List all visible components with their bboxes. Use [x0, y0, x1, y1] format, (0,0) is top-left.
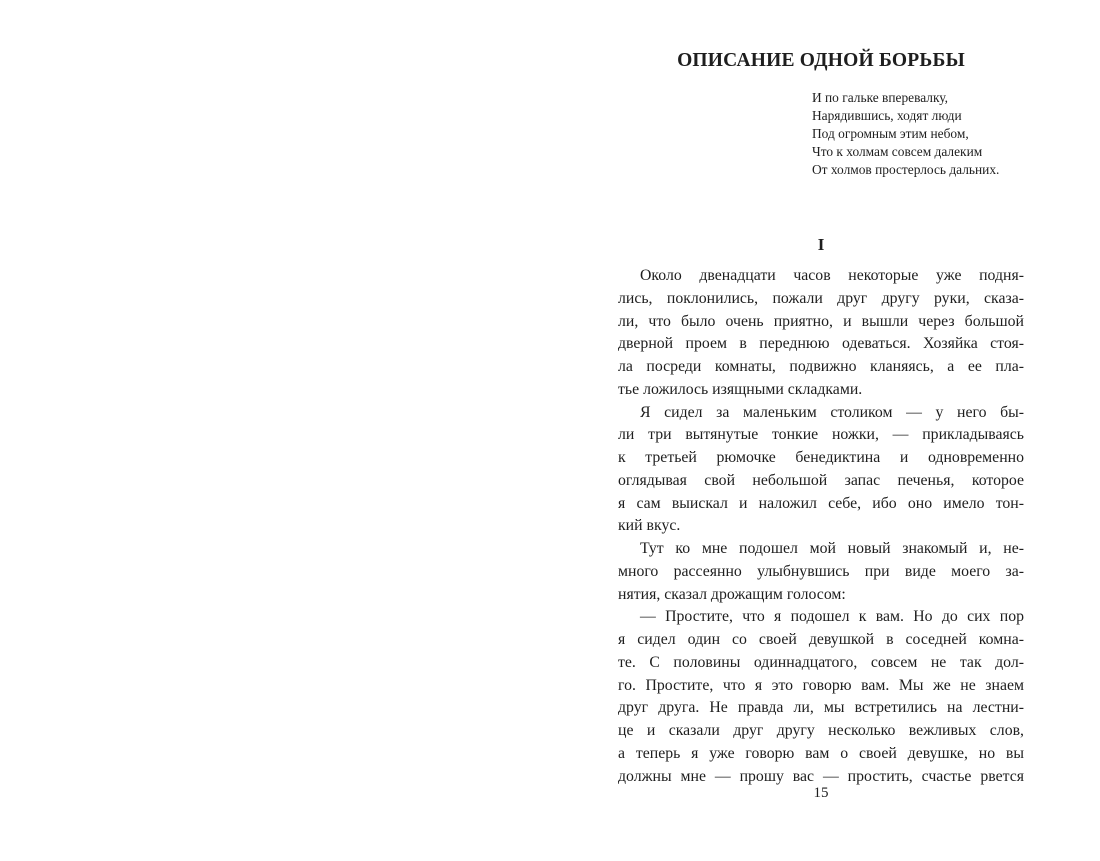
- chapter-heading: I: [817, 235, 825, 254]
- body-line: те. С половины одиннадцатого, совсем не так дол-: [618, 653, 1024, 671]
- epigraph-line: И по гальке вперевалку,: [812, 90, 949, 105]
- body-line: ла посреди комнаты, подвижно кланяясь, а ее пла-: [618, 358, 1024, 375]
- epigraph-line: От холмов простерлось дальних.: [812, 162, 1000, 177]
- body-line: дверной проем в переднюю одеваться. Хозяйка стоя-: [618, 335, 1024, 353]
- story-title: ОПИСАНИЕ ОДНОЙ БОРЬБЫ: [677, 50, 965, 71]
- body-line: лись, поклонились, пожали друг другу руки, сказа-: [618, 289, 1024, 307]
- body-line: — Простите, что я подошел к вам. Но до сих пор: [640, 608, 1024, 626]
- body-line: много рассеянно улыбнувшись при виде моего за-: [618, 562, 1024, 580]
- epigraph-line: Под огромным этим небом,: [812, 126, 969, 141]
- body-line: це и сказали друг другу несколько вежливых слов,: [618, 722, 1024, 739]
- body-line: к третьей рюмочке бенедиктина и одновременно: [618, 449, 1024, 466]
- body-line: а теперь я уже говорю вам о своей девушке, но вы: [618, 744, 1024, 762]
- body-line: Тут ко мне подошел мой новый знакомый и, не-: [640, 540, 1024, 557]
- body-line: Около двенадцати часов некоторые уже подня-: [640, 267, 1024, 284]
- body-text: [618, 265, 1024, 788]
- page-number: 15: [813, 785, 829, 801]
- epigraph-line: Что к холмам совсем далеким: [812, 144, 983, 159]
- right-page: [550, 0, 1100, 861]
- body-line: Я сидел за маленьким столиком — у него бы-: [640, 403, 1024, 421]
- body-line: кий вкус.: [618, 517, 681, 535]
- body-line: тье ложилось изящными складками.: [618, 380, 863, 398]
- body-line: друг друга. Не правда ли, мы встретились на лестни-: [618, 699, 1024, 717]
- body-line: должны мне — прошу вас — простить, счастье рвется: [618, 767, 1024, 785]
- body-line: я сам выискал и наложил себе, ибо оно имело тон-: [618, 494, 1024, 512]
- body-line: нятия, сказал дрожащим голосом:: [618, 585, 846, 603]
- body-line: я сидел один со своей девушкой в соседней комна-: [618, 631, 1024, 648]
- body-line: оглядывая свой небольшой запас печенья, которое: [618, 471, 1024, 489]
- epigraph-line: Нарядившись, ходят люди: [812, 108, 962, 123]
- body-line: ли, что было очень приятно, и вышли через большой: [618, 312, 1024, 330]
- epigraph: [812, 89, 999, 179]
- body-line: го. Простите, что я это говорю вам. Мы же не знаем: [618, 676, 1024, 694]
- body-line: ли три вытянутые тонкие ножки, — прикладываясь: [618, 426, 1024, 444]
